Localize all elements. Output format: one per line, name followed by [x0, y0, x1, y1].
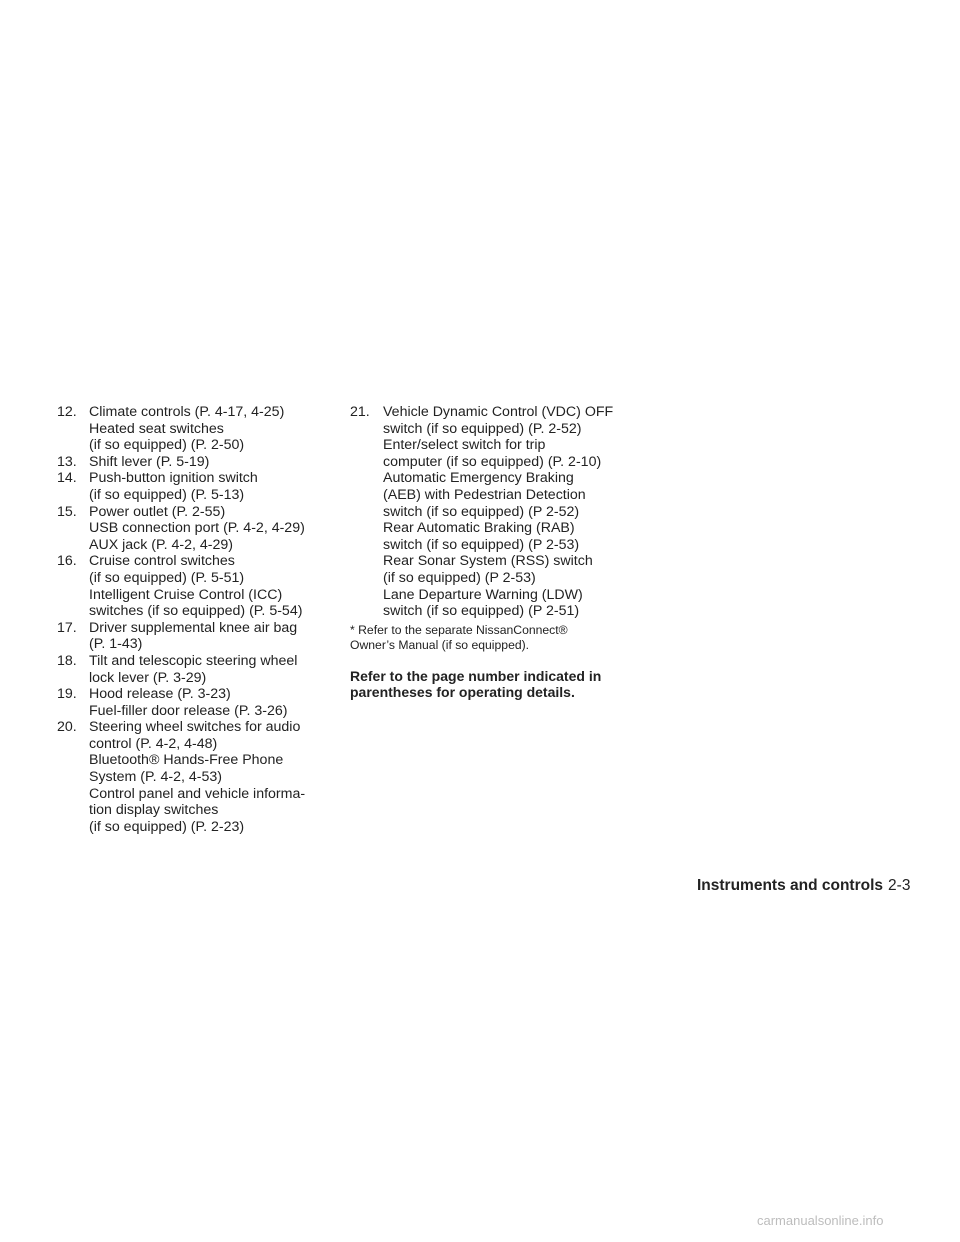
item-text: switches (if so equipped) (P. 5-54) [89, 603, 303, 620]
item-text: AUX jack (P. 4-2, 4-29) [89, 536, 234, 553]
page-number: 2-3 [888, 877, 911, 894]
item-text: Vehicle Dynamic Control (VDC) OFF [383, 404, 614, 420]
item-number: 15. [57, 503, 77, 520]
left-column [57, 404, 332, 835]
item-text: Rear Sonar System (RSS) switch [383, 553, 593, 570]
item-text: Power outlet (P. 2-55) [89, 503, 226, 520]
list-item-16 [57, 553, 332, 619]
reference-note [350, 668, 628, 701]
item-text: System (P. 4-2, 4-53) [89, 769, 222, 786]
item-text: Fuel-filler door release (P. 3-26) [89, 702, 288, 719]
watermark: carmanualsonline.info [757, 1213, 884, 1228]
list-item-21 [350, 404, 628, 620]
item-text: Cruise control switches [89, 553, 235, 570]
item-text: Shift lever (P. 5-19) [89, 453, 210, 470]
item-text: switch (if so equipped) (P 2-53) [383, 536, 580, 553]
list-item-15 [57, 504, 332, 554]
list-item-17 [57, 620, 332, 653]
list-item-19 [57, 686, 332, 719]
item-text: Intelligent Cruise Control (ICC) [89, 586, 283, 603]
item-text: tion display switches [89, 802, 219, 819]
item-number: 18. [57, 652, 77, 669]
item-text: Driver supplemental knee air bag [89, 619, 298, 636]
item-number: 21. [350, 404, 370, 420]
section-title: Instruments and controls [697, 877, 884, 894]
item-text: lock lever (P. 3-29) [89, 669, 207, 686]
item-text: USB connection port (P. 4-2, 4-29) [89, 520, 305, 537]
list-item-14 [57, 470, 332, 503]
list-item-12 [57, 404, 332, 454]
page-footer [697, 877, 917, 895]
item-text: switch (if so equipped) (P. 2-52) [383, 420, 582, 437]
item-text: (if so equipped) (P 2-53) [383, 569, 536, 586]
item-text: (if so equipped) (P. 2-50) [89, 437, 245, 454]
item-text: Control panel and vehicle informa- [89, 785, 306, 802]
item-text: (P. 1-43) [89, 636, 143, 653]
item-text: Rear Automatic Braking (RAB) [383, 520, 575, 537]
item-text: Bluetooth® Hands-Free Phone [89, 752, 284, 769]
item-text: Push-button ignition switch [89, 470, 258, 487]
item-text: computer (if so equipped) (P. 2-10) [383, 453, 602, 470]
item-text: Heated seat switches [89, 420, 224, 437]
item-text: control (P. 4-2, 4-48) [89, 735, 218, 752]
item-text: switch (if so equipped) (P 2-52) [383, 503, 580, 520]
right-column [350, 404, 628, 701]
list-item-18 [57, 653, 332, 686]
item-number: 19. [57, 686, 77, 703]
footnote-line: Owner’s Manual (if so equipped). [350, 638, 530, 653]
item-number: 14. [57, 470, 77, 487]
list-item-20 [57, 719, 332, 835]
item-number: 20. [57, 719, 77, 736]
item-text: (AEB) with Pedestrian Detection [383, 486, 586, 503]
note-line: Refer to the page number indicated in [350, 667, 602, 684]
list-item-13 [57, 454, 332, 471]
item-text: Climate controls (P. 4-17, 4-25) [89, 404, 285, 420]
item-text: (if so equipped) (P. 5-51) [89, 569, 245, 586]
footnote-line: * Refer to the separate NissanConnect® [350, 622, 568, 637]
item-text: Enter/select switch for trip [383, 437, 546, 454]
item-text: Steering wheel switches for audio [89, 719, 301, 736]
item-number: 16. [57, 553, 77, 570]
item-text: (if so equipped) (P. 2-23) [89, 818, 245, 835]
item-text: Lane Departure Warning (LDW) [383, 586, 583, 603]
item-number: 17. [57, 619, 77, 636]
item-number: 12. [57, 404, 77, 420]
note-line: parentheses for operating details. [350, 684, 575, 701]
item-text: Tilt and telescopic steering wheel [89, 652, 298, 669]
item-text: switch (if so equipped) (P 2-51) [383, 603, 580, 620]
footnote [350, 623, 628, 654]
item-text: (if so equipped) (P. 5-13) [89, 486, 245, 503]
item-text: Hood release (P. 3-23) [89, 686, 231, 703]
item-text: Automatic Emergency Braking [383, 470, 574, 487]
item-number: 13. [57, 453, 77, 470]
